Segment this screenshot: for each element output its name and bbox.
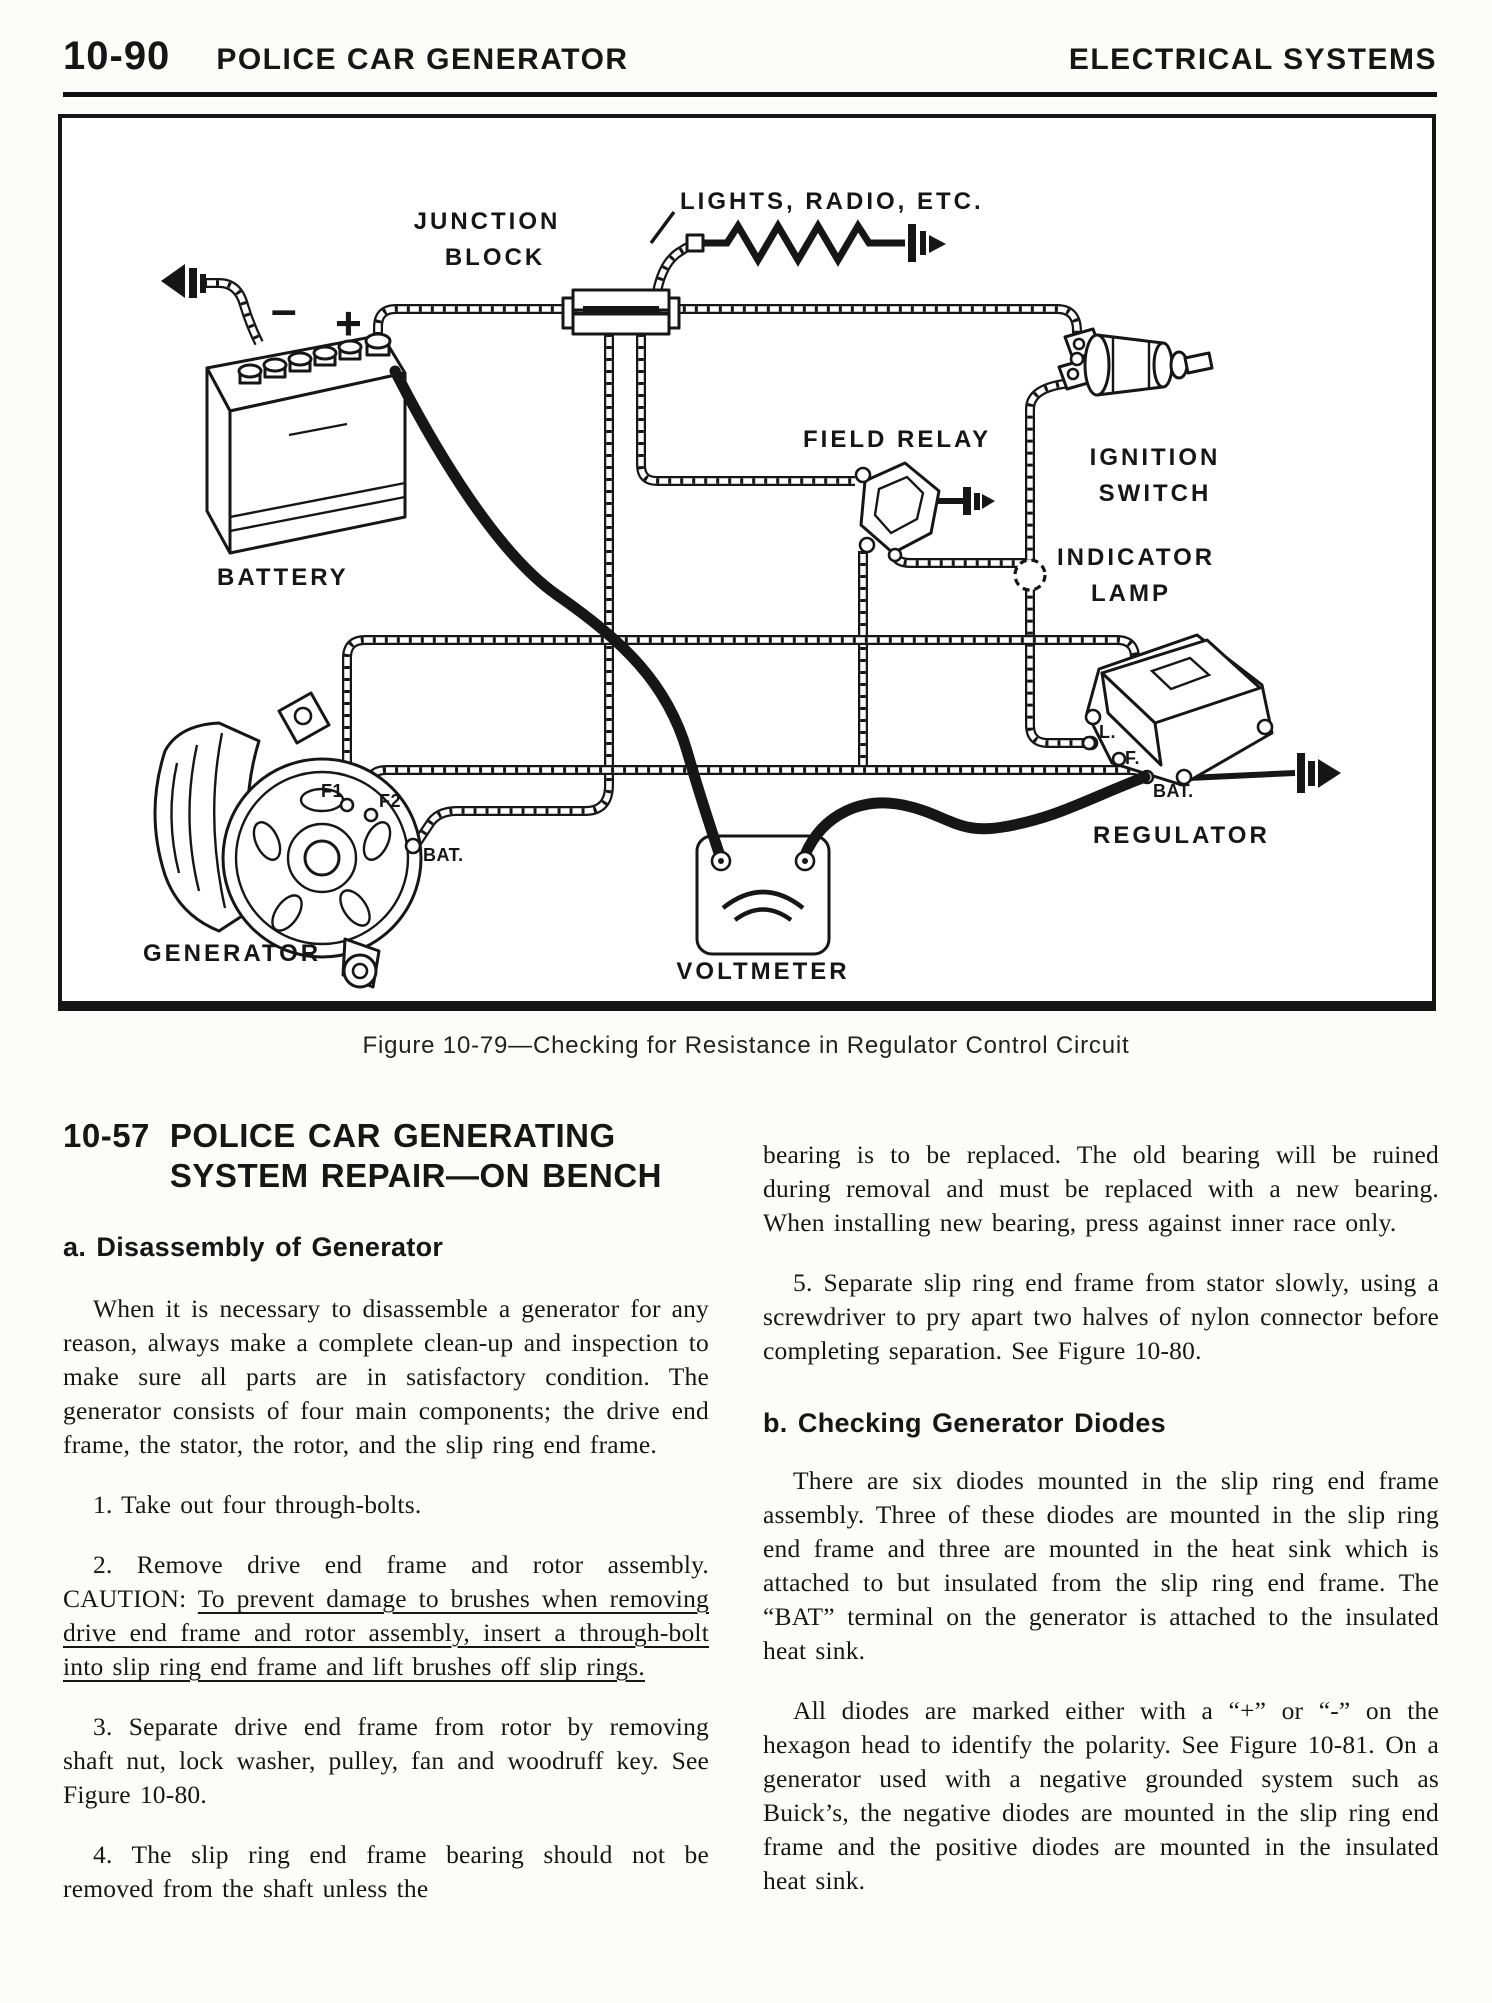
subheading-b: b. Checking Generator Diodes bbox=[763, 1408, 1166, 1438]
section-heading-10-57 bbox=[63, 1116, 709, 1196]
step-4: 4. The slip ring end frame bearing should not be removed from the shaft unless the bbox=[63, 1840, 709, 1903]
battery-drawing bbox=[207, 334, 405, 553]
label-regulator: REGULATOR bbox=[1093, 822, 1270, 849]
label-indicator-line2: LAMP bbox=[1091, 580, 1171, 607]
figure-caption: Figure 10-79—Checking for Resistance in Regulator Control Circuit bbox=[362, 1032, 1130, 1059]
label-battery-positive: + bbox=[335, 297, 362, 349]
paragraph-bearing-continuation: bearing is to be replaced. The old bearing will be ruined during removal and must be replaced with a new bearing. When installing new bearing, press against inner race only. bbox=[763, 1140, 1439, 1237]
step-1: 1. Take out four through-bolts. bbox=[93, 1490, 422, 1519]
paragraph-disassembly-intro: When it is necessary to disassemble a generator for any reason, always make a complete clean-up and inspection to make sure all parts are in satisfactory condition. The generator consists of four main components; the drive end frame, the stator, the rotor, and the slip ring end frame. bbox=[63, 1294, 709, 1459]
step-3: 3. Separate drive end frame from rotor by removing shaft nut, lock washer, pulley, fan and woodruff key. See Figure 10-80. bbox=[63, 1712, 709, 1809]
label-gen-f2: F2 bbox=[379, 791, 402, 811]
label-voltmeter: VOLTMETER bbox=[676, 958, 850, 985]
figure-10-79 bbox=[57, 113, 1437, 1013]
label-generator: GENERATOR bbox=[143, 940, 322, 967]
label-indicator-line1: INDICATOR bbox=[1057, 544, 1216, 571]
label-reg-bat: BAT. bbox=[1153, 781, 1194, 801]
header-section-title: POLICE CAR GENERATOR bbox=[216, 43, 629, 76]
step-2-lead: 2. Remove drive end frame and rotor assembly. CAUTION: bbox=[63, 1550, 709, 1613]
label-reg-l: L. bbox=[1099, 722, 1116, 742]
label-gen-f1: F1 bbox=[321, 781, 344, 801]
label-battery: BATTERY bbox=[217, 564, 349, 591]
section-heading-line1: POLICE CAR GENERATING bbox=[169, 1117, 616, 1154]
step-5: 5. Separate slip ring end frame from stator slowly, using a screwdriver to pry apart two halves of nylon connector before completing separation. See Figure 10-80. bbox=[763, 1268, 1439, 1365]
paragraph-diodes-2: All diodes are marked either with a “+” or “-” on the hexagon head to identify the polarity. See Figure 10-81. On a generator used with a negative grounded system such as Buick’s, the negative diodes are mounted in the slip ring end frame and the positive diodes are mounted in the insulated heat sink. bbox=[763, 1696, 1439, 1895]
page-header bbox=[63, 36, 1437, 76]
subheading-a: a. Disassembly of Generator bbox=[63, 1232, 444, 1262]
label-reg-f: F. bbox=[1125, 748, 1141, 768]
paragraph-diodes-1: There are six diodes mounted in the slip ring end frame assembly. Three of these diodes are mounted in the slip ring end frame and three are mounted in the heat sink which is attached to but insulated from the slip ring end frame. The “BAT” terminal on the generator is attached to the insulated heat sink. bbox=[763, 1466, 1439, 1665]
section-heading-number: 10-57 bbox=[63, 1117, 150, 1154]
header-chapter-title: ELECTRICAL SYSTEMS bbox=[1068, 43, 1437, 76]
label-ignition-line1: IGNITION bbox=[1089, 444, 1221, 471]
right-column bbox=[763, 1138, 1439, 1898]
label-lights-radio: LIGHTS, RADIO, ETC. bbox=[680, 188, 984, 215]
wiring-diagram bbox=[57, 113, 1437, 1013]
label-gen-bat: BAT. bbox=[423, 845, 464, 865]
page-number: 10-90 bbox=[63, 34, 171, 78]
indicator-lamp-drawing bbox=[1015, 560, 1045, 590]
label-junction-line1: JUNCTION bbox=[413, 208, 561, 235]
header-rule bbox=[63, 92, 1437, 97]
section-heading-line2: SYSTEM REPAIR—ON BENCH bbox=[169, 1157, 663, 1194]
step-2 bbox=[63, 1548, 709, 1684]
label-ignition-line2: SWITCH bbox=[1098, 480, 1212, 507]
label-junction-line2: BLOCK bbox=[444, 244, 546, 271]
left-column bbox=[63, 1116, 709, 1906]
label-battery-negative: – bbox=[271, 283, 297, 335]
step-2-caution-underlined: To prevent damage to brushes when removing drive end frame and rotor assembly, insert a through-bolt into slip ring end frame and lift brushes off slip rings. bbox=[63, 1584, 709, 1681]
label-field-relay: FIELD RELAY bbox=[803, 426, 992, 453]
